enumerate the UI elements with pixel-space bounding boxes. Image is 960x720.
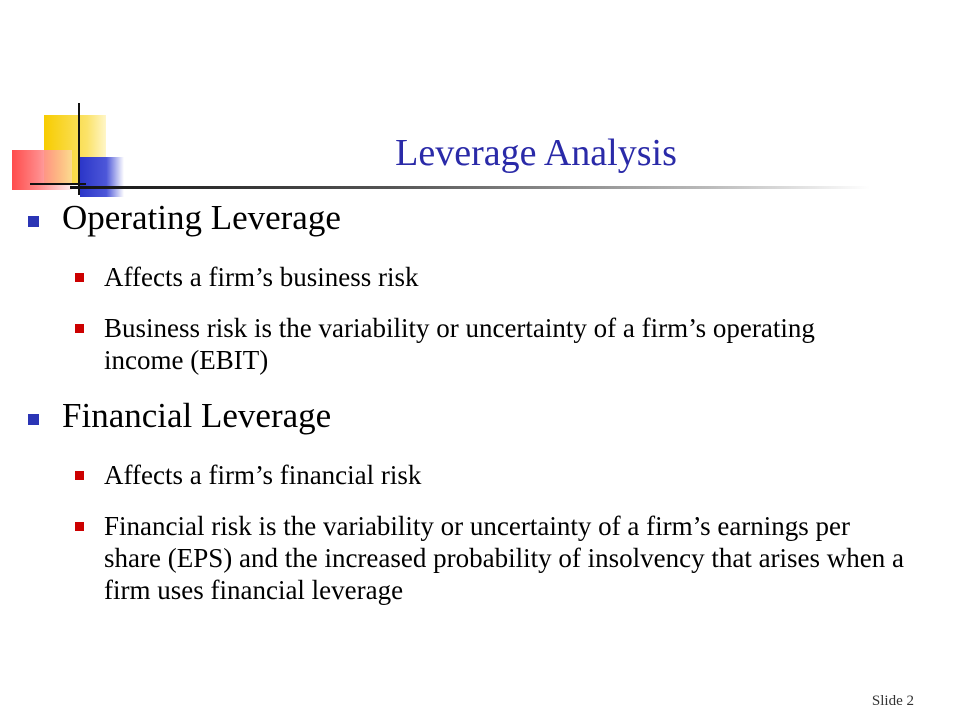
- sub-bullet-label: Affects a firm’s business risk: [104, 262, 419, 292]
- sub-bullet-label: Business risk is the variability or uncertainty of a firm’s operating income (EBIT): [104, 313, 815, 375]
- slide-title: Leverage Analysis: [395, 132, 677, 174]
- square-bullet-icon: [28, 414, 39, 425]
- sub-bullet-label: Financial risk is the variability or uncertainty of a firm’s earnings per share (EPS) and the increased probability of insolvency that arises when a firm uses financial leverage: [104, 511, 905, 605]
- sub-bullet-financial-risk-definition: [104, 510, 912, 606]
- square-bullet-icon: [28, 216, 39, 227]
- bullet-label: Operating Leverage: [62, 198, 341, 237]
- square-bullet-icon: [75, 522, 84, 531]
- logo-blue-square: [80, 157, 124, 197]
- sub-bullet-business-risk: [104, 261, 914, 293]
- square-bullet-icon: [75, 324, 84, 333]
- logo-horizontal-line: [30, 183, 86, 185]
- title-divider: [70, 186, 870, 189]
- bullet-operating-leverage: [62, 199, 341, 238]
- sub-bullet-business-risk-definition: [104, 312, 844, 376]
- bullet-label: Financial Leverage: [62, 396, 332, 435]
- square-bullet-icon: [75, 273, 84, 282]
- sub-bullet-financial-risk: [104, 459, 914, 491]
- square-bullet-icon: [75, 471, 84, 480]
- logo-vertical-line: [78, 103, 80, 195]
- sub-bullet-label: Affects a firm’s financial risk: [104, 460, 422, 490]
- slide-number: Slide 2: [871, 693, 914, 709]
- bullet-financial-leverage: [62, 397, 331, 436]
